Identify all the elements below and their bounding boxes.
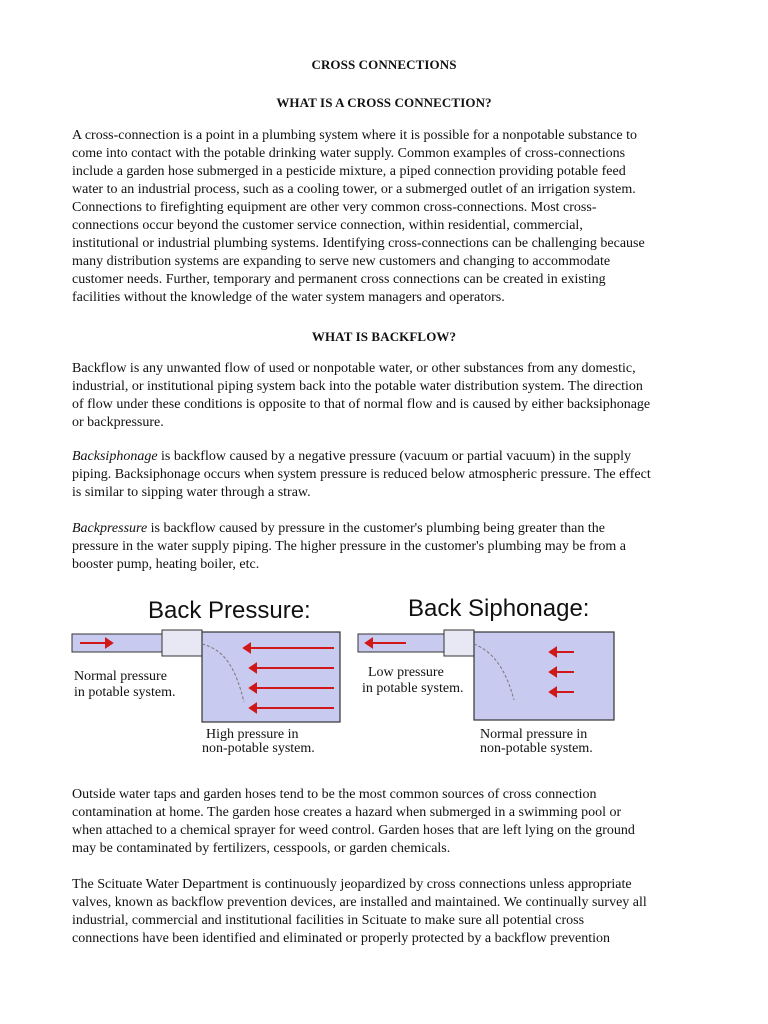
heading-backflow: WHAT IS BACKFLOW?: [311, 329, 457, 344]
paragraph-line: of flow under these conditions is opposite to that of normal flow and is caused by either backsiphonage: [72, 397, 651, 412]
paragraph-line: A cross-connection is a point in a plumbing system where it is possible for a nonpotable substance to: [72, 128, 637, 143]
paragraph-line: Connections to firefighting equipment are other very common cross-connections. Most cross-: [72, 200, 597, 215]
paragraph-backflow: [72, 360, 712, 432]
valve-body: [444, 630, 474, 656]
paragraph-line: Outside water taps and garden hoses tend to be the most common sources of cross connection: [72, 787, 597, 802]
paragraph-line: [72, 520, 712, 538]
term-backsiphonage: Backsiphonage: [72, 449, 158, 464]
paragraph-line: customer needs. Further, temporary and permanent cross connections can be created in existing: [72, 272, 606, 287]
paragraph-line: industrial, commercial and institutional facilities in Scituate to make sure all potential cross: [72, 913, 585, 928]
paragraph-line: Backflow is any unwanted flow of used or nonpotable water, or other substances from any domestic,: [72, 361, 636, 376]
paragraph-backpressure: [72, 520, 712, 574]
paragraph-line: pressure in the water supply piping. The higher pressure in the customer's plumbing may be from a: [72, 539, 626, 554]
back-siphonage-label-bottom-1: Normal pressure in: [480, 727, 588, 742]
term-backpressure: Backpressure: [72, 521, 148, 536]
paragraph-garden-hoses: [72, 786, 712, 858]
heading-cross-connection: WHAT IS A CROSS CONNECTION?: [276, 95, 492, 110]
paragraph-line: connections have been identified and eliminated or properly protected by a backflow prevention: [72, 931, 611, 946]
definition-text: is backflow caused by a negative pressure (vacuum or partial vacuum) in the supply: [157, 449, 632, 464]
paragraph-cross-connection: [72, 127, 712, 307]
paragraph-line: include a garden hose submerged in a pesticide mixture, a piped connection providing potable feed: [72, 164, 626, 179]
document-title: CROSS CONNECTIONS: [311, 57, 457, 72]
paragraph-scituate: [72, 876, 712, 948]
back-pressure-label-bottom-1: High pressure in: [206, 727, 299, 742]
back-siphonage-label-left-1: Low pressure: [368, 665, 444, 680]
back-pressure-title: Back Pressure:: [148, 597, 311, 624]
paragraph-line: when attached to a chemical sprayer for weed control. Garden hoses that are left lying on the ground: [72, 823, 635, 838]
back-siphonage-label-bottom-2: non-potable system.: [480, 741, 593, 756]
paragraph-line: connections occur beyond the customer service connection, within residential, commercial,: [72, 218, 583, 233]
paragraph-backsiphonage: [72, 448, 712, 502]
back-pressure-panel: [72, 597, 340, 756]
paragraph-line: booster pump, heating boiler, etc.: [72, 557, 260, 572]
paragraph-line: is similar to sipping water through a straw.: [72, 485, 311, 500]
paragraph-line: [72, 448, 712, 466]
paragraph-line: facilities without the knowledge of the water system managers and operators.: [72, 290, 505, 305]
paragraph-line: many distribution systems are expanding to serve new customers and changing to accommodate: [72, 254, 611, 269]
valve-body: [162, 630, 202, 656]
back-pressure-label-left-1: Normal pressure: [74, 669, 167, 684]
back-pressure-label-left-2: in potable system.: [74, 685, 176, 700]
backflow-diagram: [66, 590, 626, 760]
paragraph-line: piping. Backsiphonage occurs when system pressure is reduced below atmospheric pressure. The effect: [72, 467, 651, 482]
paragraph-line: industrial, or institutional piping system back into the potable water distribution system. The direction: [72, 379, 643, 394]
definition-text: is backflow caused by pressure in the customer's plumbing being greater than the: [147, 521, 605, 536]
paragraph-line: The Scituate Water Department is continuously jeopardized by cross connections unless appropriate: [72, 877, 632, 892]
non-potable-tank: [474, 632, 614, 720]
back-pressure-label-bottom-2: non-potable system.: [202, 741, 315, 756]
back-siphonage-title: Back Siphonage:: [408, 595, 590, 622]
paragraph-line: valves, known as backflow prevention devices, are installed and maintained. We continually survey all: [72, 895, 647, 910]
back-siphonage-label-left-2: in potable system.: [362, 681, 464, 696]
paragraph-line: come into contact with the potable drinking water supply. Common examples of cross-connections: [72, 146, 626, 161]
back-siphonage-panel: [358, 595, 614, 756]
paragraph-line: institutional or industrial plumbing systems. Identifying cross-connections can be challenging because: [72, 236, 645, 251]
paragraph-line: or backpressure.: [72, 415, 164, 430]
paragraph-line: contamination at home. The garden hose creates a hazard when submerged in a swimming pool or: [72, 805, 622, 820]
paragraph-line: may be contaminated by fertilizers, cesspools, or garden chemicals.: [72, 841, 451, 856]
paragraph-line: water to an industrial process, such as a cooling tower, or a submerged outlet of an irrigation system.: [72, 182, 636, 197]
